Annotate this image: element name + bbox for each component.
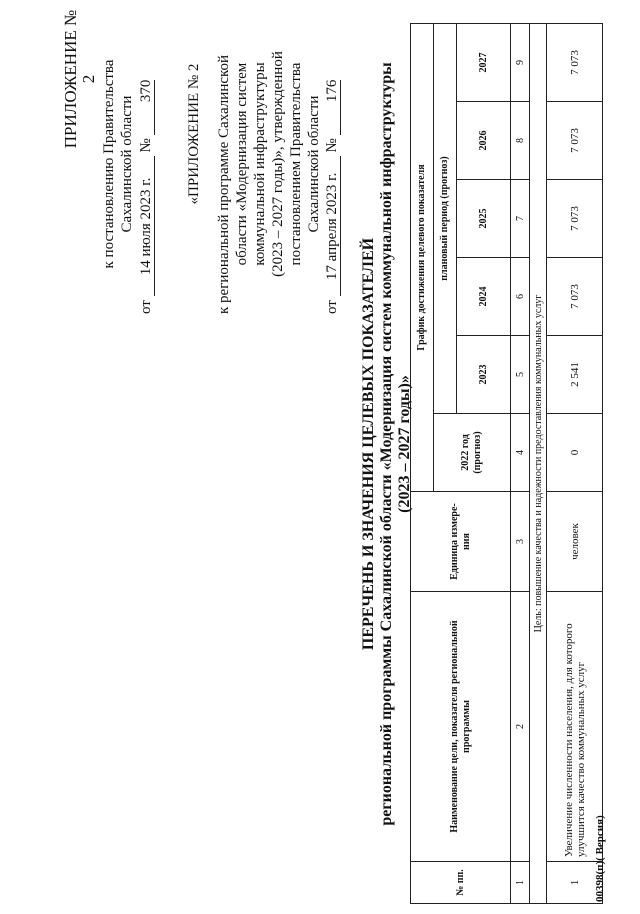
row-num: 1 [547, 862, 603, 904]
goal-text: Цель: повышение качества и надежности предоставления коммунальных услуг [530, 24, 547, 904]
document-heading [360, 14, 414, 874]
appendix-from-label: от [138, 300, 154, 314]
header-row-1 [411, 24, 434, 904]
row-value: 7 073 [547, 24, 603, 102]
prev-appendix-line: (2023 – 2027 годы)», утвержденной [270, 51, 286, 277]
appendix-line2: Сахалинской области [119, 95, 135, 233]
appendix-no-label: № [138, 138, 154, 153]
col-number: 5 [511, 336, 530, 414]
heading-line2: региональной программы Сахалинской области «Модернизация систем коммунальной инфраструктуры [378, 62, 395, 826]
appendix-date: 14 июля 2023 г. [138, 156, 155, 296]
header-year: 2023 [457, 336, 511, 414]
prev-appendix-line: Сахалинской области [306, 95, 322, 233]
row-value: 7 073 [547, 180, 603, 258]
header-year: 2024 [457, 258, 511, 336]
row-value: 2 541 [547, 336, 603, 414]
heading-line3: (2023 – 2027 годы)» [396, 375, 413, 513]
prev-appendix-block [185, 14, 341, 314]
col-number: 6 [511, 258, 530, 336]
header-year: 2027 [457, 24, 511, 102]
prev-appendix-line: коммунальной инфраструктуры [252, 62, 268, 266]
prev-appendix-line: к региональной программе Сахалинской [216, 54, 232, 314]
header-base-year: 2022 год (прогноз) [434, 414, 511, 492]
col-number: 8 [511, 102, 530, 180]
header-name: Наименование цели, показателя региональной программы [411, 592, 511, 862]
prev-appendix-line: области «Модернизация систем [234, 62, 250, 266]
appendix-block [62, 4, 98, 154]
col-number: 9 [511, 24, 530, 102]
indicators-table [410, 23, 603, 904]
col-number: 2 [511, 592, 530, 862]
prev-appendix-no-label: № [324, 138, 340, 153]
goal-row [530, 24, 547, 904]
header-schedule: График достижения целевого показателя [411, 24, 434, 492]
prev-appendix-title: «ПРИЛОЖЕНИЕ № 2 [186, 63, 202, 205]
header-planned: плановый период (прогноз) [434, 24, 457, 414]
header-year: 2025 [457, 180, 511, 258]
col-number: 4 [511, 414, 530, 492]
header-unit: Единица измере-ния [411, 492, 511, 592]
col-number: 1 [511, 862, 530, 904]
appendix-title: ПРИЛОЖЕНИЕ № 2 [61, 9, 98, 149]
header-year: 2026 [457, 102, 511, 180]
prev-appendix-number: 176 [324, 80, 341, 135]
col-number: 3 [511, 492, 530, 592]
prev-appendix-from-label: от [324, 300, 340, 314]
row-name: Увеличение численности населения, для которого улучшится качество коммунальных услуг [547, 592, 603, 862]
column-numbers-row [511, 24, 530, 904]
footer-code: 00398(п)( Версия) [594, 815, 606, 902]
appendix-line1: к постановлению Правительства [101, 59, 117, 269]
row-value: 7 073 [547, 258, 603, 336]
row-base-value: 0 [547, 414, 603, 492]
appendix-number: 370 [138, 80, 155, 135]
row-unit: человек [547, 492, 603, 592]
heading-line1: ПЕРЕЧЕНЬ И ЗНАЧЕНИЯ ЦЕЛЕВЫХ ПОКАЗАТЕЛЕЙ [360, 237, 377, 651]
header-num: № пп. [411, 862, 511, 904]
table-row [547, 24, 603, 904]
col-number: 7 [511, 180, 530, 258]
prev-appendix-date: 17 апреля 2023 г. [324, 156, 341, 296]
appendix-details [100, 14, 155, 314]
row-value: 7 073 [547, 102, 603, 180]
prev-appendix-line: постановлением Правительства [288, 62, 304, 266]
